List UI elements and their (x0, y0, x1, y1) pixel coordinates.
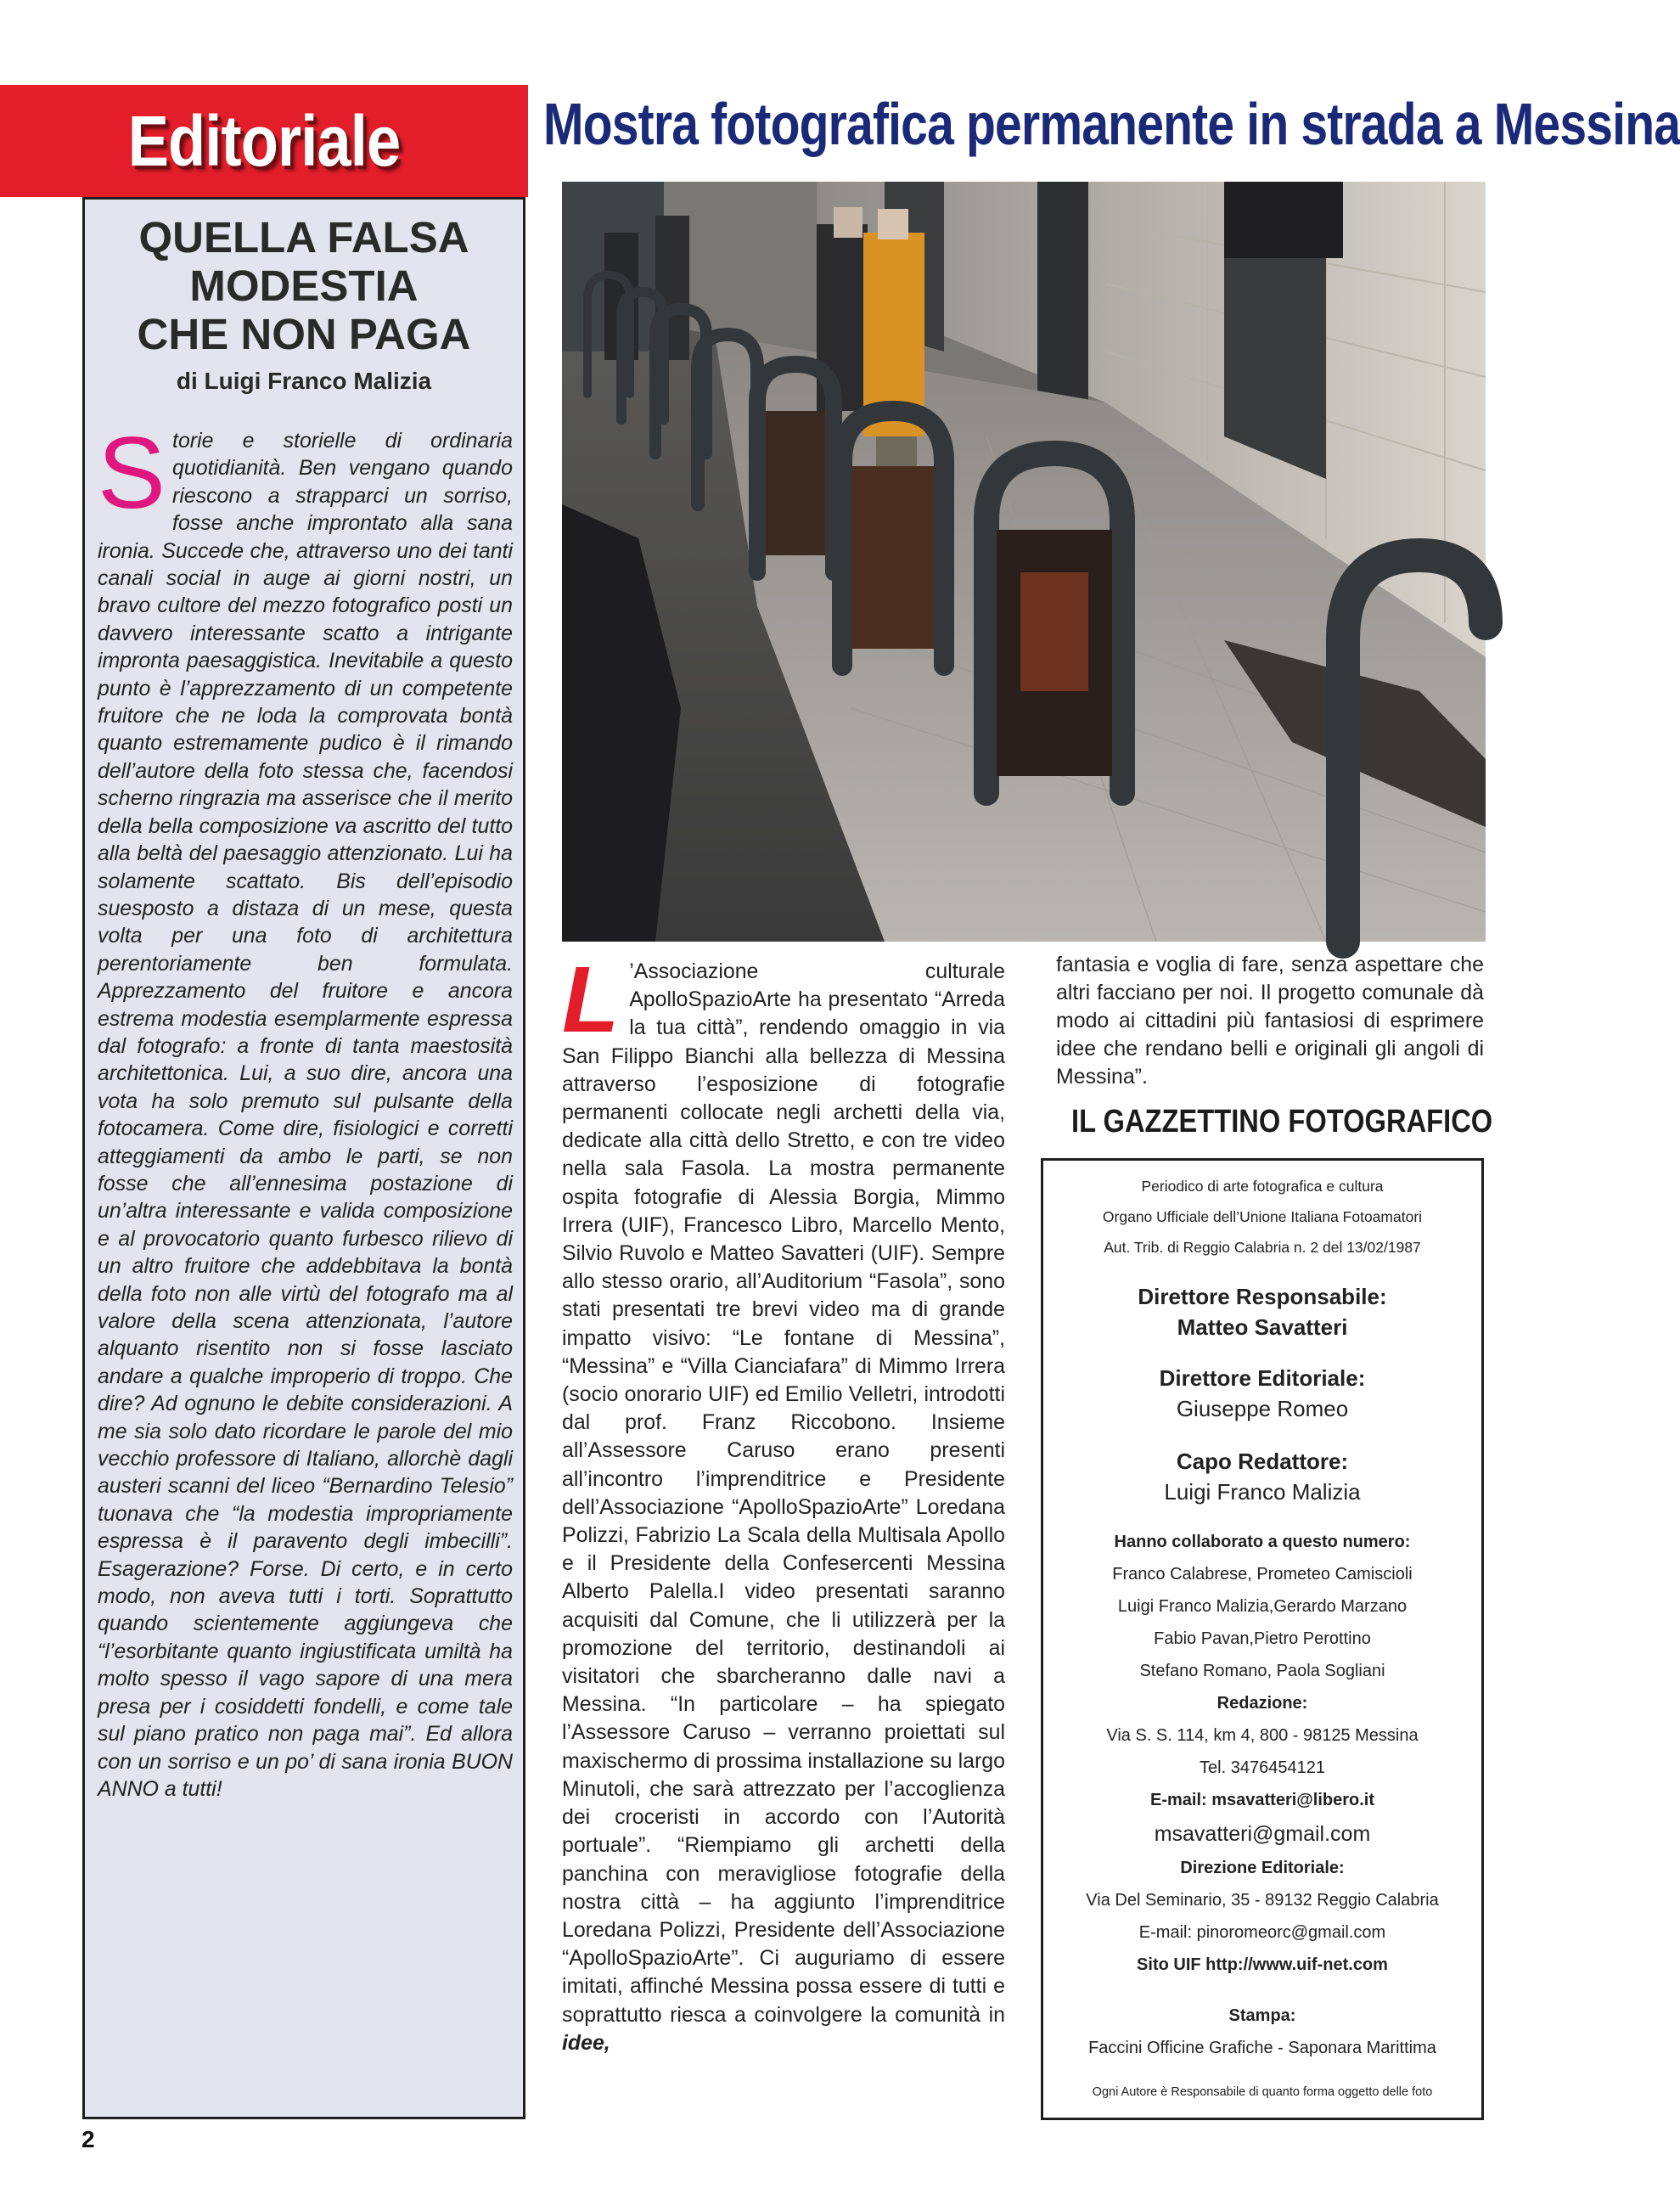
direzione-label: Direzione Editoriale: (1180, 1859, 1345, 1877)
masthead-title: IL GAZZETTINO FOTOGRAFICO (1071, 1104, 1493, 1139)
dir-edit-label: Direttore Editoriale: (1159, 1365, 1366, 1391)
article-column-1-last-word: idee, (562, 2030, 610, 2055)
direzione-email: E-mail: pinoromeorc@gmail.com (1138, 1923, 1386, 1942)
masthead-box (1041, 1158, 1484, 2120)
redazione-label: Redazione: (1216, 1694, 1308, 1713)
editorial-headline-line-2: MODESTIA (189, 262, 419, 310)
masthead-line-1: Periodico di arte fotografica e cultura (1141, 1178, 1384, 1195)
collab-line-4: Stefano Romano, Paola Sogliani (1139, 1662, 1385, 1680)
redazione-phone: Tel. 3476454121 (1200, 1758, 1325, 1777)
collab-line-3: Fabio Pavan,Pietro Perottino (1154, 1629, 1371, 1648)
editorial-banner (0, 85, 528, 197)
article-column-1-text: ’Associazione culturale ApolloSpazioArte ha presentato “Arreda la tua città”, rendendo omaggio in via San Filippo Bianchi alla bellezza di Messina attraverso l’esposizione di fotografie permanenti collocate negli archetti della via, dedicate alla città dello Stretto, e con tre video nella sala Fasola. La mostra permanente ospita fotografie di Alessia Borgia, Mimmo Irrera (UIF), Francesco Libro, Marcello Mento, Silvio Ruvolo e Matteo Savatteri (UIF). Sempre allo stesso orario, all’Auditorium “Fasola”, sono stati presentati tre brevi video ma di grande impatto visivo: “Le fontane di Messina”, “Messina” e “Villa Cianciafara” di Mimmo Irrera (socio onorario UIF) ed Emilio Velletri, introdotti dal prof. Franz Riccobono. Insieme all’Assessore Caruso erano presenti all’incontro l’imprenditrice e Presidente dell’Associazione “ApolloSpazioArte” Loredana Polizzi, Fabrizio La Scala della Multisala Apollo e il Presidente della Confesercenti Messina Alberto Palella.I video presentati saranno acquisiti dal Comune, che li utilizzerà per la promozione del territorio, destinandoli ai visitatori che sbarcheranno dalle navi a Messina. “In particolare – ha spiegato l’Assessore Caruso – verranno proiettati sul maxischermo di prossima installazione su largo Minutoli, che sarà attrezzato per l’accoglienza dei croceristi in accordo con l’Autorità portuale”. “Riempiamo gli archetti della panchina con meravigliose fotografie della nostra città – ha aggiunto l’imprenditrice Loredana Polizzi, Presidente dell’Associazione “ApolloSpazioArte”. Ci auguriamo di essere imitati, affinché Messina possa essere di tutti e soprattutto riesca a coinvolgere la comunità in (562, 959, 1005, 2027)
masthead-line-3: Aut. Trib. di Reggio Calabria n. 2 del 13/02/1987 (1104, 1239, 1421, 1256)
page-number: 2 (81, 2126, 95, 2152)
site-link: Sito UIF http://www.uif-net.com (1137, 1955, 1388, 1974)
article-column-2: fantasia e voglia di fare, senza aspettare che altri facciano per noi. Il progetto comunale dà modo ai cittadini più fantasiosi di esprimere idee che rendano belli e originali gli angoli di Messina”. (1056, 953, 1484, 1089)
email-secondary: msavatteri@gmail.com (1154, 1822, 1371, 1846)
article-title: Mostra fotografica permanente in strada a Messina (543, 91, 1680, 157)
capo-label: Capo Redattore: (1176, 1449, 1349, 1474)
collab-label: Hanno collaborato a questo numero: (1114, 1533, 1411, 1551)
editorial-headline-line-1: QUELLA FALSA (138, 213, 469, 262)
editorial-banner-title: Editoriale (127, 100, 401, 181)
article-dropcap: L (562, 948, 620, 1052)
masthead-content (1043, 1171, 1481, 2105)
editorial-byline: di Luigi Franco Malizia (176, 368, 432, 394)
direzione-address: Via Del Seminario, 35 - 89132 Reggio Calabria (1086, 1891, 1439, 1910)
editorial-body-text: torie e storielle di ordinaria quotidianità. Ben vengano quando riescono a strapparci un sorriso, fosse anche improntato alla sana ironia. Succede che, attraverso uno dei tanti canali social in auge ai giorni nostri, un bravo cultore del mezzo fotografico posti un davvero interessante scatto a intrigante impronta paesaggistica. Inevitabile a questo punto è l’apprezzamento di un competente fruitore che ne loda la comprovata bontà quanto estremamente pudico è il rimando dell’autore della foto stessa che, facendosi scherno ringrazia ma asserisce che il merito della bella composizione va ascritto del tutto alla beltà del paesaggio attenzionato. Lui ha solamente scattato. Bis dell’episodio suesposto a distaza di un mese, questa volta per una foto di architettura perentoriamente ben formulata. Apprezzamento del fruitore e ancora estrema modestia esemplarmente espressa dal fotografo: a fronte di tanta maestosità architettonica. Lui, a suo dire, ancora una vota ha solo premuto sul pulsante della fotocamera. Come dire, fisiologici e corretti atteggiamenti da ambo le parti, se non fosse che all’ennesima postazione di un’altra interessante e valida composizione e al provocatorio quanto furbesco rilievo di un altro fruitore che addebbitava la bontà della foto non alle virtù del fotografo ma al valore della scena attenzionata, l’autore alquanto risentito non si fosse lasciato andare a qualche improperio di troppo. Che dire? Ad ognuno le debite considerazioni. A me sia solo dato ricordare le parole del mio vecchio professore di Italiano, allorchè dagli austeri scanni del liceo “Bernardino Telesio” tuonava che “la modestia impropriamente espressa è il paravento degli imbecilli”. Esagerazione? Forse. Di certo, e in certo modo, non aveva tutti i torti. Soprattutto quando scientemente aggiungeva che “l’esorbitante quanto ingiustificata umiltà ha molto spesso il vago sapore di una mera presa per i cosiddetti fondelli, e come tale sul piano pratico non paga mai”. Ed allora con un sorriso e un po’ di sana ironia BUON ANNO a tutti! (98, 429, 513, 1801)
stampa-name: Faccini Officine Grafiche - Saponara Marittima (1088, 2039, 1436, 2057)
editorial-headline (85, 213, 523, 358)
dir-resp-label: Direttore Responsabile: (1138, 1284, 1387, 1309)
collab-line-2: Luigi Franco Malizia,Gerardo Marzano (1117, 1597, 1407, 1616)
collab-line-1: Franco Calabrese, Prometeo Camiscioli (1112, 1565, 1413, 1584)
capo-name: Luigi Franco Malizia (1164, 1479, 1361, 1505)
author-responsibility-note: Ogni Autore è Responsabile di quanto forma oggetto delle foto (1092, 2085, 1433, 2099)
dir-edit-name: Giuseppe Romeo (1176, 1396, 1349, 1421)
email-primary: E-mail: msavatteri@libero.it (1149, 1791, 1375, 1809)
dir-resp-name: Matteo Savatteri (1177, 1314, 1348, 1340)
editorial-headline-line-3: CHE NON PAGA (137, 310, 471, 358)
masthead-line-2: Organo Ufficiale dell’Unione Italiana Fotoamatori (1102, 1208, 1423, 1225)
article-photo (562, 182, 1486, 942)
stampa-label: Stampa: (1228, 2006, 1296, 2025)
street-photo-illustration (562, 182, 1486, 942)
editorial-body (98, 416, 513, 1803)
redazione-address: Via S. S. 114, km 4, 800 - 98125 Messina (1106, 1726, 1419, 1745)
article-column-1 (562, 948, 1005, 2057)
editorial-box (82, 197, 525, 2119)
editorial-dropcap: S (98, 416, 166, 530)
